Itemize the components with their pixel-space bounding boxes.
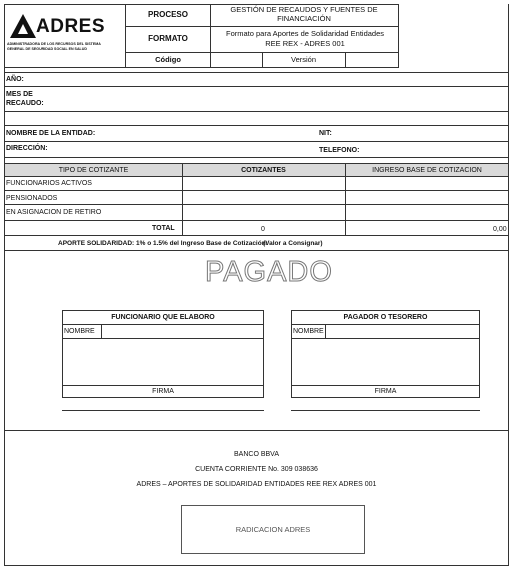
formato-label: FORMATO <box>148 34 188 43</box>
funcionario-title: FUNCIONARIO QUE ELABORO <box>111 314 215 321</box>
firma-left: FIRMA <box>152 388 174 395</box>
row-funcionarios: FUNCIONARIOS ACTIVOS <box>6 180 92 187</box>
formato-value-1: Formato para Aportes de Solidaridad Entidades <box>225 29 384 38</box>
pagador-title: PAGADOR O TESORERO <box>343 314 428 321</box>
radicacion-label: RADICACION ADRES <box>235 525 311 534</box>
page-frame <box>4 4 509 566</box>
firma-right: FIRMA <box>374 388 397 395</box>
logo-subtitle-2: GENERAL DE SEGURIDAD SOCIAL EN SALUD <box>7 47 87 51</box>
anio-label: AÑO: <box>6 76 24 83</box>
version-label: Versión <box>290 55 317 64</box>
nit-label: NIT: <box>319 130 332 137</box>
aporte-text: APORTE SOLIDARIDAD: 1% o 1.5% del Ingreso Base de Cotización: <box>58 240 268 247</box>
col-ingreso-header: INGRESO BASE DE COTIZACION <box>372 167 482 174</box>
nombre-left: NOMBRE <box>64 328 95 335</box>
total-label: TOTAL <box>152 225 175 232</box>
row-pensionados: PENSIONADOS <box>6 195 58 202</box>
nombre-right: NOMBRE <box>293 328 324 335</box>
nombre-entidad-label: NOMBRE DE LA ENTIDAD: <box>6 130 96 137</box>
proceso-value: GESTIÓN DE RECAUDOS Y FUENTES DE FINANCIACIÓN <box>230 5 378 23</box>
logo-subtitle-1: ADMINISTRADORA DE LOS RECURSOS DEL SISTEMA <box>7 42 101 46</box>
aporte-value: (Valor a Consignar) <box>263 240 323 247</box>
mes-label-1: MES DE <box>6 91 33 98</box>
logo-text: ADRES <box>36 16 106 37</box>
telefono-label: TELEFONO: <box>319 147 360 154</box>
formato-value-2: REE REX - ADRES 001 <box>265 39 345 48</box>
total-cotizantes: 0 <box>261 226 265 233</box>
col-cotizantes-header: COTIZANTES <box>241 167 286 174</box>
bank-account: CUENTA CORRIENTE No. 309 038636 <box>195 466 318 473</box>
col-tipo-header: TIPO DE COTIZANTE <box>58 167 129 174</box>
codigo-label: Código <box>155 55 181 64</box>
proceso-label: PROCESO <box>147 10 188 19</box>
pagado-stamp: PAGADO <box>205 256 333 288</box>
total-ingreso: 0,00 <box>493 226 507 233</box>
bank-concept: ADRES – APORTES DE SOLIDARIDAD ENTIDADES REE REX ADRES 001 <box>136 481 377 488</box>
bank-name: BANCO BBVA <box>234 451 279 458</box>
direccion-label: DIRECCIÓN: <box>6 145 48 152</box>
row-asignacion-retiro: EN ASIGNACION DE RETIRO <box>6 209 102 216</box>
mes-label-2: RECAUDO: <box>6 100 44 107</box>
